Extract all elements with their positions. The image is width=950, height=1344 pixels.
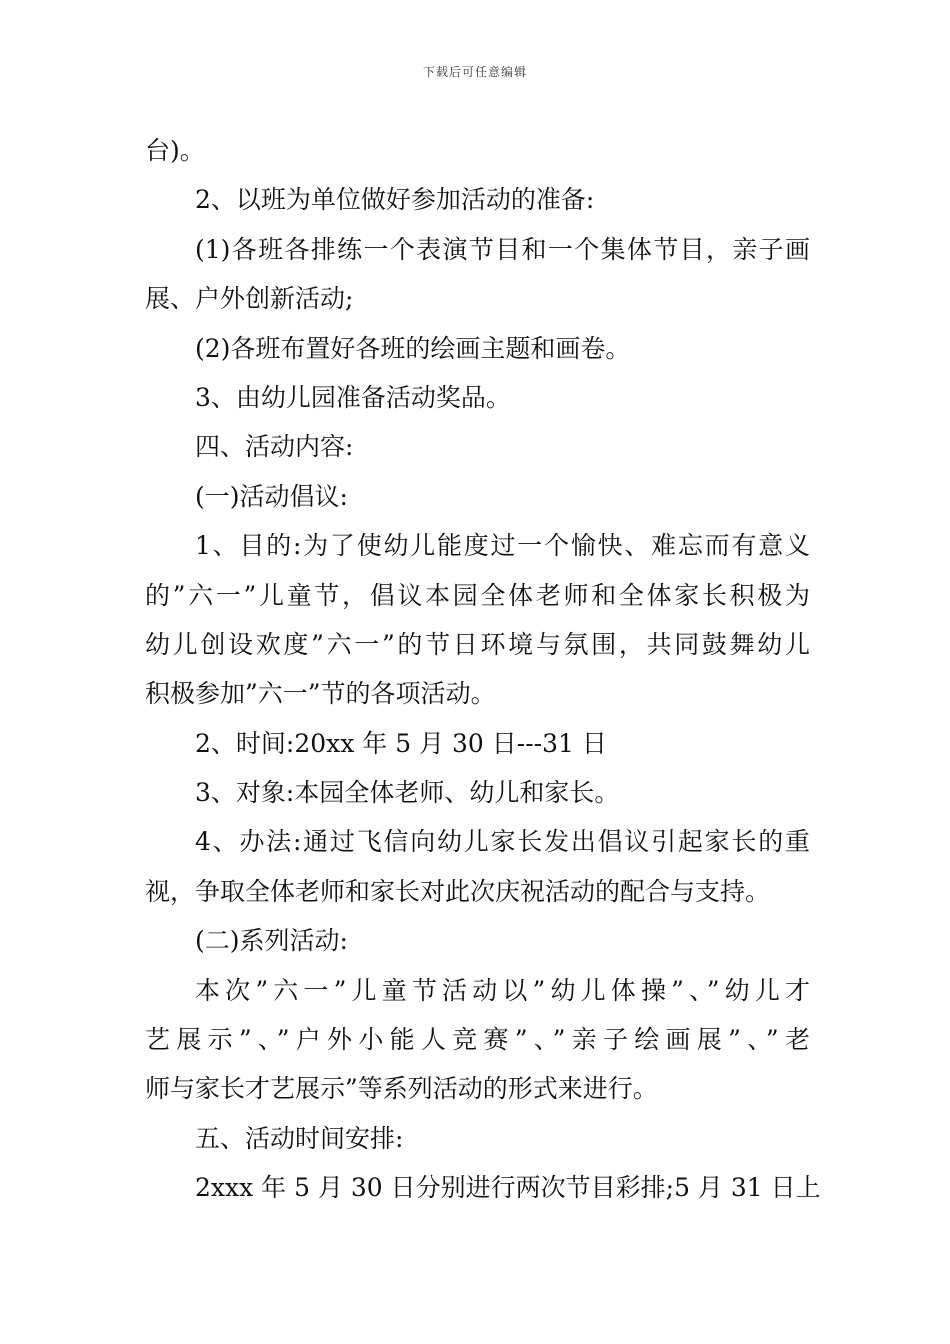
- text-line: (一)活动倡议:: [195, 481, 348, 511]
- text-line: 积极参加”六一”节的各项活动。: [145, 679, 496, 709]
- text-line: 1、目的:为了使幼儿能度过一个愉快、难忘而有意义: [195, 531, 810, 561]
- text-line: 2、以班为单位做好参加活动的准备:: [195, 185, 595, 215]
- page-header: 下载后可任意编辑: [422, 65, 527, 79]
- text-line: 展、户外创新活动;: [145, 284, 354, 314]
- text-line: 3、由幼儿园准备活动奖品。: [195, 382, 511, 412]
- document-body: [145, 126, 821, 1213]
- text-line: 视，争取全体老师和家长对此次庆祝活动的配合与支持。: [145, 876, 771, 906]
- text-line: 2、时间:20xx 年 5 月 30 日---31 日: [195, 728, 607, 758]
- text-line: 艺展示”、”户外小能人竞赛”、”亲子绘画展”、”老: [145, 1025, 810, 1055]
- text-line: 台)。: [145, 136, 205, 165]
- text-line: (二)系列活动:: [195, 926, 348, 956]
- text-line: 师与家长才艺展示”等系列活动的形式来进行。: [145, 1074, 658, 1104]
- text-line: 3、对象:本园全体老师、幼儿和家长。: [195, 778, 620, 808]
- text-line: 幼儿创设欢度”六一”的节日环境与氛围，共同鼓舞幼儿: [145, 629, 810, 659]
- text-line: (1)各班各排练一个表演节目和一个集体节目，亲子画: [195, 234, 810, 264]
- text-line: 的”六一”儿童节，倡议本园全体老师和全体家长积极为: [145, 580, 810, 610]
- text-line: 2xxx 年 5 月 30 日分别进行两次节目彩排;5 月 31 日上: [195, 1173, 821, 1203]
- text-line: 4、办法:通过飞信向幼儿家长发出倡议引起家长的重: [195, 827, 810, 857]
- text-line: (2)各班布置好各班的绘画主题和画卷。: [195, 333, 631, 363]
- text-line: 五、活动时间安排:: [195, 1123, 404, 1153]
- text-line: 四、活动内容:: [195, 432, 354, 462]
- text-line: 本次”六一”儿童节活动以”幼儿体操”、”幼儿才: [195, 975, 810, 1005]
